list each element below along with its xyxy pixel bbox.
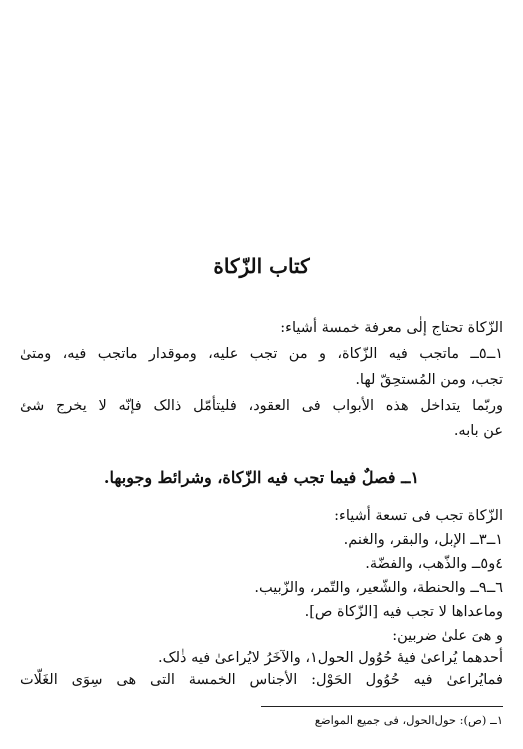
section-line-1: الزّكاة تجب فى تسعة أشياء: (334, 508, 503, 524)
section-line-3: ٤و٥ــ والذّهب، والفضّة. (365, 556, 503, 572)
intro-line-3: تجب، ومن المُستحِقّ لها. (355, 372, 503, 388)
chapter-title: كتاب الزّكاة (213, 254, 310, 278)
section-line-4: ٦ــ٩ــ والحنطة، والشّعير، والتّمر، والزّبيب. (254, 580, 503, 596)
intro-line-5: عن بابه. (453, 423, 503, 439)
section-line-7: أحدهما يُراعىٰ فيهٔ حُوُول الحول١، والآخَرُ لايُراعىٰ فيه ذٰلک. (158, 650, 503, 666)
footnote: ١ــ (ص): حول‌الحول، فى جميع المواضع (314, 713, 503, 727)
intro-line-2: ١ــ٥ــ ماتجب فيه الزّكاة، و من تجب عليه، وموقدار ماتجب فيه، ومتىٰ (20, 346, 503, 362)
section-line-5: وماعداها لا تجب فيه [الزّكاة ص]. (304, 604, 503, 620)
intro-line-4: وربّما يتداخل هذه الأبواب فى العقود، فليتأمّل ذالک فإنّه لا يخرج شئ (20, 398, 503, 414)
footnote-rule (261, 706, 503, 707)
section-line-6: و هیَ علىٰ ضربين: (392, 628, 503, 644)
section-line-8: فمايُراعىٰ فيه حُوُول الحَوْل: الأجناس الخمسة التى هى سِوَى الغَلّات (20, 672, 503, 688)
intro-line-1: الزّكاة تحتاج إلٰى معرفة خمسة أشياء: (280, 320, 503, 336)
section-line-2: ١ــ٣ــ الإبل، والبقر، والغنم. (343, 532, 503, 548)
section-heading: ١ــ فصلٌ فيما تجب فيه الزّكاة، وشرائط وجوبها. (103, 468, 420, 487)
